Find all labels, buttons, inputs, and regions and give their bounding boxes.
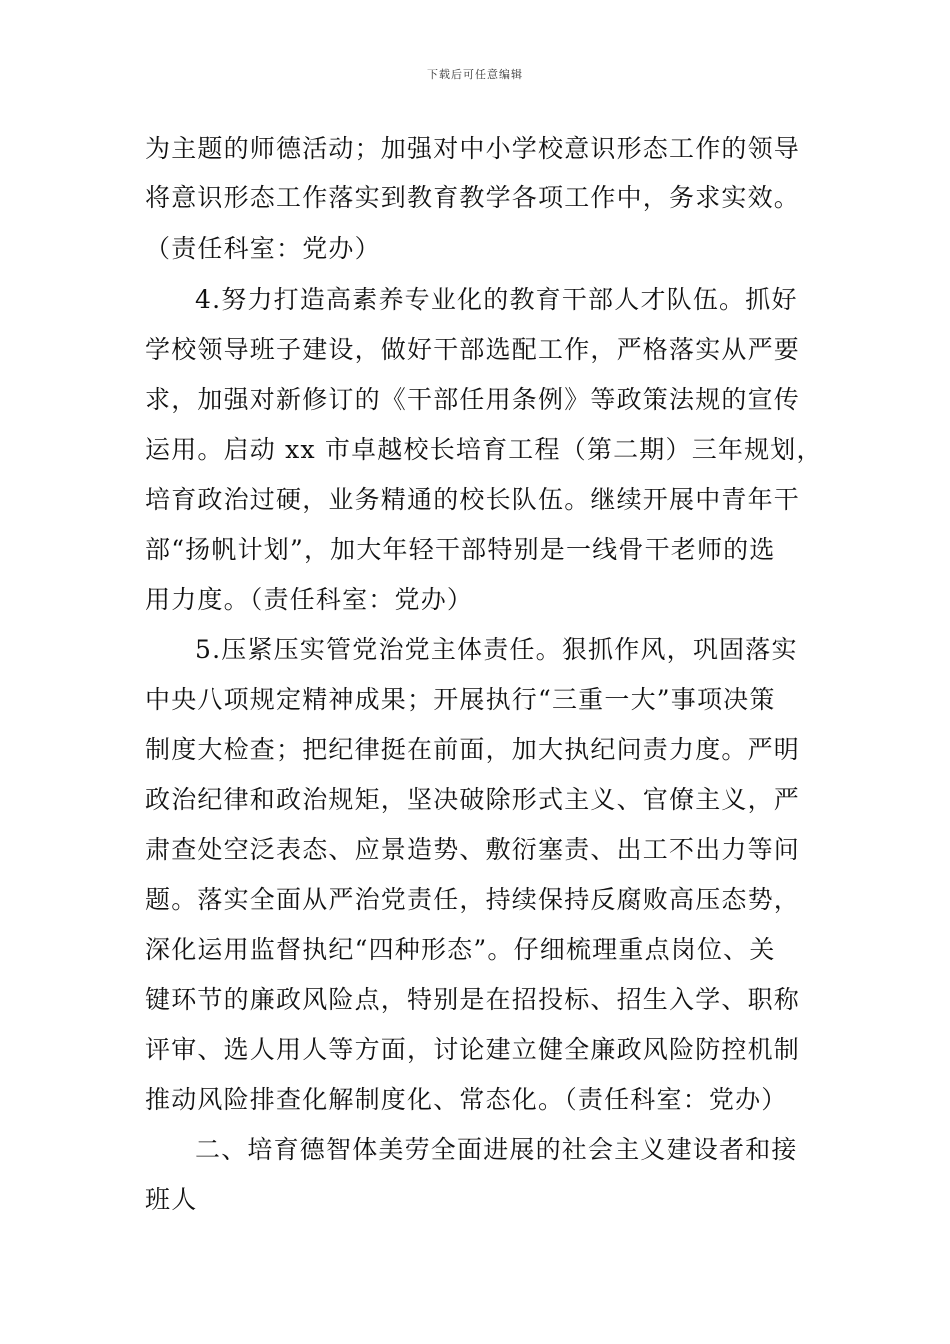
text-line: 为主题的师德活动；加强对中小学校意识形态工作的领导: [145, 134, 801, 163]
paragraph-4-first-line: 4.努力打造高素养专业化的教育干部人才队伍。抓好: [195, 285, 798, 314]
text-line: 推动风险排查化解制度化、常态化。（责任科室：党办）: [145, 1085, 788, 1114]
text-line: （责任科室：党办）: [145, 234, 381, 263]
text-line: 求，加强对新修订的《干部任用条例》等政策法规的宣传: [145, 385, 801, 414]
text-line: 键环节的廉政风险点，特别是在招投标、招生入学、职称: [145, 985, 801, 1014]
text-line: 制度大检查；把纪律挺在前面，加大执纪问责力度。严明: [145, 735, 801, 764]
text-line: 用力度。（责任科室：党办）: [145, 585, 474, 614]
text-line: 深化运用监督执纪“四种形态”。仔细梳理重点岗位、关: [145, 935, 776, 964]
text-line: 部“扬帆计划”，加大年轻干部特别是一线骨干老师的选: [145, 535, 776, 564]
text-line: 将意识形态工作落实到教育教学各项工作中，务求实效。: [145, 183, 801, 212]
section-heading-second-line: 班人: [145, 1185, 198, 1214]
text-line: 培育政治过硬，业务精通的校长队伍。继续开展中青年干: [145, 485, 801, 514]
paragraph-5-first-line: 5.压紧压实管党治党主体责任。狠抓作风，巩固落实: [195, 635, 798, 664]
text-line: 评审、选人用人等方面，讨论建立健全廉政风险防控机制: [145, 1035, 801, 1064]
text-line: 肃查处空泛表态、应景造势、敷衍塞责、出工不出力等问: [145, 835, 801, 864]
section-heading-first-line: 二、培育德智体美劳全面进展的社会主义建设者和接: [195, 1135, 798, 1164]
page-header: 下载后可任意编辑: [427, 68, 523, 81]
text-line: 题。落实全面从严治党责任，持续保持反腐败高压态势，: [145, 885, 801, 914]
text-line: 中央八项规定精神成果；开展执行“三重一大”事项决策: [145, 685, 776, 714]
text-line: 运用。启动 xx 市卓越校长培育工程（第二期）三年规划，: [145, 435, 823, 464]
text-line: 学校领导班子建设，做好干部选配工作，严格落实从严要: [145, 335, 801, 364]
text-line: 政治纪律和政治规矩，坚决破除形式主义、官僚主义，严: [145, 785, 801, 814]
